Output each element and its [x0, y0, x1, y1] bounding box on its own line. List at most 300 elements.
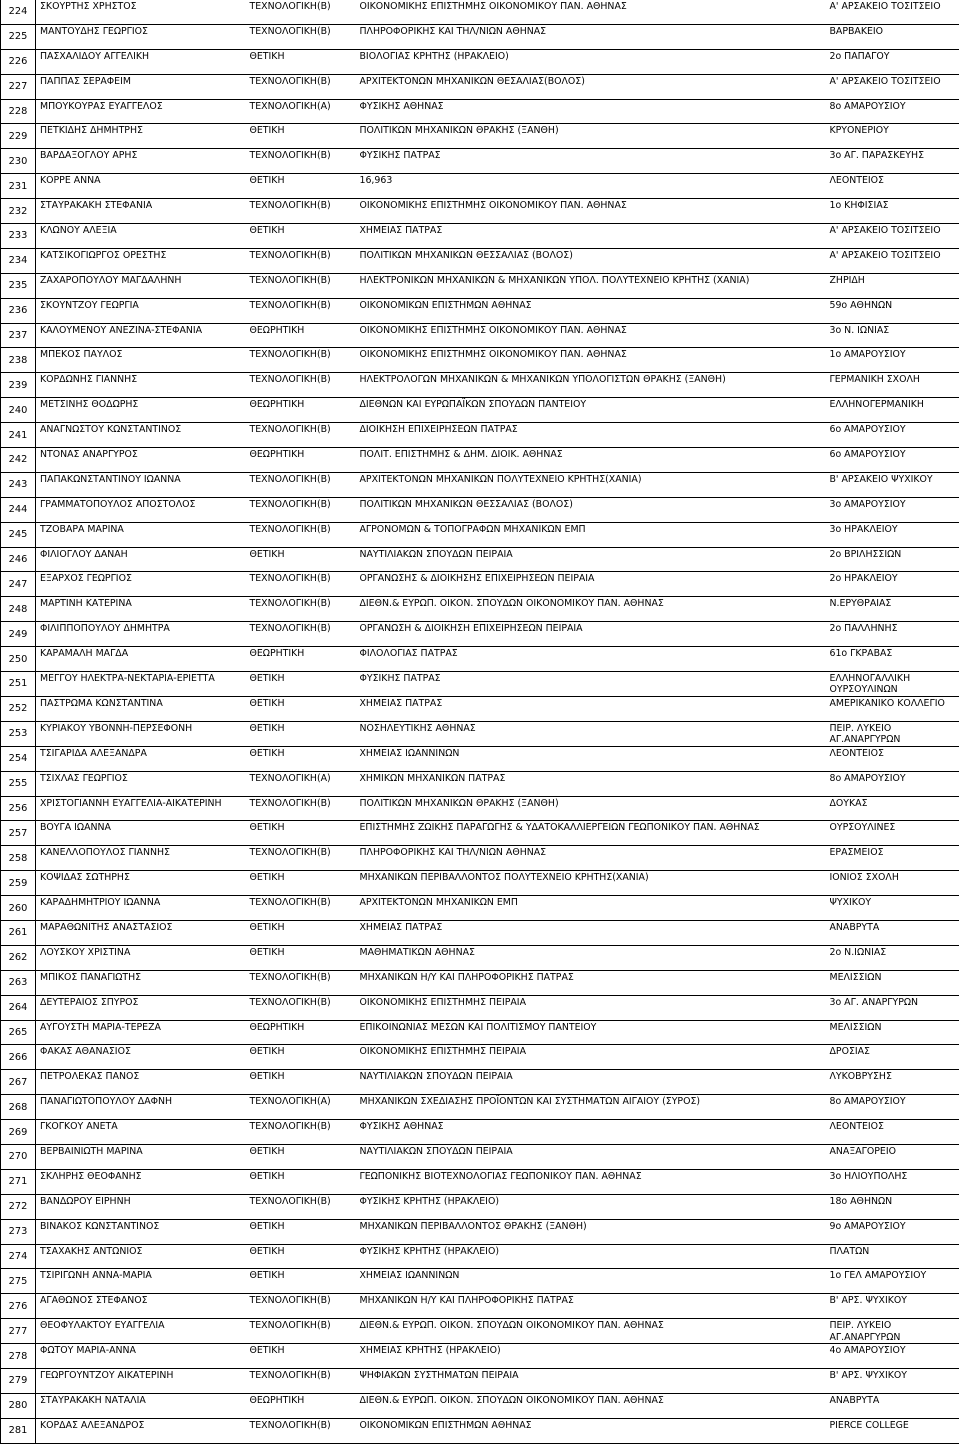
- study-direction: ΘΕΩΡΗΤΙΚΗ: [246, 323, 356, 348]
- study-direction: ΘΕΤΙΚΗ: [246, 1144, 356, 1169]
- student-name: ΒΑΝΔΩΡΟΥ ΕΙΡΗΝΗ: [36, 1194, 246, 1219]
- high-school: 2ο ΗΡΑΚΛΕΙΟΥ: [826, 572, 959, 597]
- study-direction: ΤΕΧΝΟΛΟΓΙΚΗ(Β): [246, 597, 356, 622]
- high-school: ΑΝΑΞΑΓΟΡΕΙΟ: [826, 1144, 959, 1169]
- study-direction: ΘΕΤΙΚΗ: [246, 920, 356, 945]
- study-direction: ΤΕΧΝΟΛΟΓΙΚΗ(Β): [246, 497, 356, 522]
- admitted-department: ΦΙΛΟΛΟΓΙΑΣ ΠΑΤΡΑΣ: [356, 647, 826, 672]
- high-school: ΕΡΑΣΜΕΙΟΣ: [826, 846, 959, 871]
- admitted-department: ΑΡΧΙΤΕΚΤΟΝΩΝ ΜΗΧΑΝΙΚΩΝ ΠΟΛΥΤΕΧΝΕΙΟ ΚΡΗΤΗΣ(ΧΑΝΙΑ): [356, 472, 826, 497]
- row-number: 234: [1, 248, 36, 273]
- table-row: [1, 174, 959, 199]
- study-direction: ΤΕΧΝΟΛΟΓΙΚΗ(Β): [246, 373, 356, 398]
- study-direction: ΤΕΧΝΟΛΟΓΙΚΗ(Β): [246, 846, 356, 871]
- high-school: 9ο ΑΜΑΡΟΥΣΙΟΥ: [826, 1219, 959, 1244]
- high-school: ΠΕΙΡ. ΛΥΚΕΙΟ ΑΓ.ΑΝΑΡΓΥΡΩΝ: [826, 721, 959, 746]
- table-row: [1, 821, 959, 846]
- high-school: 1ο ΑΜΑΡΟΥΣΙΟΥ: [826, 348, 959, 373]
- high-school: ΑΜΕΡΙΚΑΝΙΚΟ ΚΟΛΛΕΓΙΟ: [826, 696, 959, 721]
- student-name: ΓΚΟΓΚΟΥ ΑΝΕΤΑ: [36, 1120, 246, 1145]
- row-number: 264: [1, 995, 36, 1020]
- table-row: [1, 423, 959, 448]
- student-name: ΚΟΡΡΕ ΑΝΝΑ: [36, 174, 246, 199]
- admitted-department: ΧΗΜΕΙΑΣ ΙΩΑΝΝΙΝΩΝ: [356, 746, 826, 771]
- study-direction: ΤΕΧΝΟΛΟΓΙΚΗ(Β): [246, 572, 356, 597]
- high-school: 2ο ΒΡΙΛΗΣΣΙΩΝ: [826, 547, 959, 572]
- admitted-department: ΔΙΕΘΝ.& ΕΥΡΩΠ. ΟΙΚΟΝ. ΣΠΟΥΔΩΝ ΟΙΚΟΝΟΜΙΚΟΥ ΠΑΝ. ΑΘΗΝΑΣ: [356, 1319, 826, 1344]
- student-name: ΜΑΡΑΘΩΝΙΤΗΣ ΑΝΑΣΤΑΣΙΟΣ: [36, 920, 246, 945]
- row-number: 227: [1, 74, 36, 99]
- admitted-department: ΦΥΣΙΚΗΣ ΑΘΗΝΑΣ: [356, 1120, 826, 1145]
- row-number: 262: [1, 945, 36, 970]
- admitted-department: ΜΗΧΑΝΙΚΩΝ ΣΧΕΔΙΑΣΗΣ ΠΡΟΪΟΝΤΩΝ ΚΑΙ ΣΥΣΤΗΜΑΤΩΝ ΑΙΓΑΙΟΥ (ΣΥΡΟΣ): [356, 1095, 826, 1120]
- high-school: 3ο ΑΓ. ΠΑΡΑΣΚΕΥΗΣ: [826, 149, 959, 174]
- study-direction: ΘΕΤΙΚΗ: [246, 746, 356, 771]
- row-number: 271: [1, 1169, 36, 1194]
- high-school: 3ο ΗΡΑΚΛΕΙΟΥ: [826, 522, 959, 547]
- row-number: 229: [1, 124, 36, 149]
- high-school: 3ο ΑΓ. ΑΝΑΡΓΥΡΩΝ: [826, 995, 959, 1020]
- admitted-department: ΑΡΧΙΤΕΚΤΟΝΩΝ ΜΗΧΑΝΙΚΩΝ ΕΜΠ: [356, 896, 826, 921]
- student-name: ΠΑΠΑΚΩΝΣΤΑΝΤΙΝΟΥ ΙΩΑΝΝΑ: [36, 472, 246, 497]
- admitted-department: ΦΥΣΙΚΗΣ ΠΑΤΡΑΣ: [356, 149, 826, 174]
- study-direction: ΤΕΧΝΟΛΟΓΙΚΗ(Β): [246, 24, 356, 49]
- study-direction: ΘΕΩΡΗΤΙΚΗ: [246, 1393, 356, 1418]
- row-number: 276: [1, 1294, 36, 1319]
- admitted-department: ΟΙΚΟΝΟΜΙΚΗΣ ΕΠΙΣΤΗΜΗΣ ΟΙΚΟΝΟΜΙΚΟΥ ΠΑΝ. ΑΘΗΝΑΣ: [356, 0, 826, 24]
- high-school: Β' ΑΡΣ. ΨΥΧΙΚΟΥ: [826, 1294, 959, 1319]
- admitted-department: ΧΗΜΕΙΑΣ ΚΡΗΤΗΣ (ΗΡΑΚΛΕΙΟ): [356, 1344, 826, 1369]
- table-row: [1, 348, 959, 373]
- table-row: [1, 99, 959, 124]
- high-school: 6ο ΑΜΑΡΟΥΣΙΟΥ: [826, 423, 959, 448]
- table-row: [1, 398, 959, 423]
- admitted-department: ΟΙΚΟΝΟΜΙΚΩΝ ΕΠΙΣΤΗΜΩΝ ΑΘΗΝΑΣ: [356, 298, 826, 323]
- table-row: [1, 696, 959, 721]
- row-number: 257: [1, 821, 36, 846]
- study-direction: ΤΕΧΝΟΛΟΓΙΚΗ(Β): [246, 622, 356, 647]
- high-school: ΔΟΥΚΑΣ: [826, 796, 959, 821]
- admitted-department: ΠΟΛΙΤΙΚΩΝ ΜΗΧΑΝΙΚΩΝ ΘΡΑΚΗΣ (ΞΑΝΘΗ): [356, 124, 826, 149]
- admitted-department: ΟΙΚΟΝΟΜΙΚΗΣ ΕΠΙΣΤΗΜΗΣ ΟΙΚΟΝΟΜΙΚΟΥ ΠΑΝ. ΑΘΗΝΑΣ: [356, 348, 826, 373]
- table-row: [1, 1194, 959, 1219]
- admitted-department: ΑΡΧΙΤΕΚΤΟΝΩΝ ΜΗΧΑΝΙΚΩΝ ΘΕΣΑΛΙΑΣ(ΒΟΛΟΣ): [356, 74, 826, 99]
- study-direction: ΤΕΧΝΟΛΟΓΙΚΗ(Β): [246, 472, 356, 497]
- row-number: 224: [1, 0, 36, 24]
- study-direction: ΤΕΧΝΟΛΟΓΙΚΗ(Β): [246, 199, 356, 224]
- admitted-department: ΟΙΚΟΝΟΜΙΚΩΝ ΕΠΙΣΤΗΜΩΝ ΑΘΗΝΑΣ: [356, 1418, 826, 1443]
- high-school: 2ο Ν.ΙΩΝΙΑΣ: [826, 945, 959, 970]
- admitted-department: ΝΟΣΗΛΕΥΤΙΚΗΣ ΑΘΗΝΑΣ: [356, 721, 826, 746]
- admitted-department: ΦΥΣΙΚΗΣ ΑΘΗΝΑΣ: [356, 99, 826, 124]
- student-name: ΣΤΑΥΡΑΚΑΚΗ ΣΤΕΦΑΝΙΑ: [36, 199, 246, 224]
- admitted-department: ΟΙΚΟΝΟΜΙΚΗΣ ΕΠΙΣΤΗΜΗΣ ΠΕΙΡΑΙΑ: [356, 1045, 826, 1070]
- student-name: ΦΙΛΙΠΠΟΠΟΥΛΟΥ ΔΗΜΗΤΡΑ: [36, 622, 246, 647]
- student-name: ΑΥΓΟΥΣΤΗ ΜΑΡΙΑ-ΤΕΡΕΖΑ: [36, 1020, 246, 1045]
- row-number: 258: [1, 846, 36, 871]
- admitted-department: ΟΙΚΟΝΟΜΙΚΗΣ ΕΠΙΣΤΗΜΗΣ ΟΙΚΟΝΟΜΙΚΟΥ ΠΑΝ. ΑΘΗΝΑΣ: [356, 199, 826, 224]
- row-number: 228: [1, 99, 36, 124]
- study-direction: ΤΕΧΝΟΛΟΓΙΚΗ(Β): [246, 1319, 356, 1344]
- admitted-department: ΠΛΗΡΟΦΟΡΙΚΗΣ ΚΑΙ ΤΗΛ/ΝΙΩΝ ΑΘΗΝΑΣ: [356, 24, 826, 49]
- admitted-department: ΦΥΣΙΚΗΣ ΚΡΗΤΗΣ (ΗΡΑΚΛΕΙΟ): [356, 1244, 826, 1269]
- study-direction: ΤΕΧΝΟΛΟΓΙΚΗ(Α): [246, 771, 356, 796]
- student-name: ΚΟΡΔΩΝΗΣ ΓΙΑΝΝΗΣ: [36, 373, 246, 398]
- student-name: ΚΑΝΕΛΛΟΠΟΥΛΟΣ ΓΙΑΝΝΗΣ: [36, 846, 246, 871]
- high-school: Ν.ΕΡΥΘΡΑΙΑΣ: [826, 597, 959, 622]
- student-name: ΚΑΡΑΔΗΜΗΤΡΙΟΥ ΙΩΑΝΝΑ: [36, 896, 246, 921]
- high-school: ΙΟΝΙΟΣ ΣΧΟΛΗ: [826, 871, 959, 896]
- table-row: [1, 771, 959, 796]
- admitted-department: ΠΟΛΙΤΙΚΩΝ ΜΗΧΑΝΙΚΩΝ ΘΡΑΚΗΣ (ΞΑΝΘΗ): [356, 796, 826, 821]
- high-school: ΕΛΛΗΝΟΓΕΡΜΑΝΙΚΗ: [826, 398, 959, 423]
- high-school: 18ο ΑΘΗΝΩΝ: [826, 1194, 959, 1219]
- high-school: ΑΝΑΒΡΥΤΑ: [826, 920, 959, 945]
- high-school: ΛΕΟΝΤΕΙΟΣ: [826, 1120, 959, 1145]
- table-row: [1, 647, 959, 672]
- table-row: [1, 124, 959, 149]
- high-school: 8ο ΑΜΑΡΟΥΣΙΟΥ: [826, 771, 959, 796]
- table-row: [1, 497, 959, 522]
- row-number: 252: [1, 696, 36, 721]
- table-row: [1, 945, 959, 970]
- row-number: 273: [1, 1219, 36, 1244]
- study-direction: ΘΕΤΙΚΗ: [246, 49, 356, 74]
- table-row: [1, 846, 959, 871]
- student-name: ΛΟΥΣΚΟΥ ΧΡΙΣΤΙΝΑ: [36, 945, 246, 970]
- table-row: [1, 323, 959, 348]
- row-number: 243: [1, 472, 36, 497]
- row-number: 236: [1, 298, 36, 323]
- student-name: ΜΠΟΥΚΟΥΡΑΣ ΕΥΑΓΓΕΛΟΣ: [36, 99, 246, 124]
- student-name: ΓΡΑΜΜΑΤΟΠΟΥΛΟΣ ΑΠΟΣΤΟΛΟΣ: [36, 497, 246, 522]
- row-number: 275: [1, 1269, 36, 1294]
- student-name: ΦΩΤΟΥ ΜΑΡΙΑ-ΑΝΝΑ: [36, 1344, 246, 1369]
- table-row: [1, 248, 959, 273]
- student-name: ΤΣΑΧΑΚΗΣ ΑΝΤΩΝΙΟΣ: [36, 1244, 246, 1269]
- table-row: [1, 149, 959, 174]
- row-number: 256: [1, 796, 36, 821]
- admitted-department: ΕΠΙΣΤΗΜΗΣ ΖΩΙΚΗΣ ΠΑΡΑΓΩΓΗΣ & ΥΔΑΤΟΚΑΛΛΙΕΡΓΕΙΩΝ ΓΕΩΠΟΝΙΚΟΥ ΠΑΝ. ΑΘΗΝΑΣ: [356, 821, 826, 846]
- table-row: [1, 273, 959, 298]
- student-name: ΜΠΙΚΟΣ ΠΑΝΑΓΙΩΤΗΣ: [36, 970, 246, 995]
- admitted-department: ΧΗΜΕΙΑΣ ΠΑΤΡΑΣ: [356, 224, 826, 249]
- admitted-department: ΗΛΕΚΤΡΟΝΙΚΩΝ ΜΗΧΑΝΙΚΩΝ & ΜΗΧΑΝΙΚΩΝ ΥΠΟΛ. ΠΟΛΥΤΕΧΝΕΙΟ ΚΡΗΤΗΣ (ΧΑΝΙΑ): [356, 273, 826, 298]
- study-direction: ΘΕΤΙΚΗ: [246, 1070, 356, 1095]
- admitted-department: ΠΟΛΙΤΙΚΩΝ ΜΗΧΑΝΙΚΩΝ ΘΕΣΣΑΛΙΑΣ (ΒΟΛΟΣ): [356, 248, 826, 273]
- table-row: [1, 896, 959, 921]
- student-name: ΤΣΙΓΑΡΙΔΑ ΑΛΕΞΑΝΔΡΑ: [36, 746, 246, 771]
- high-school: 2ο ΠΑΛΛΗΝΗΣ: [826, 622, 959, 647]
- admitted-department: ΜΑΘΗΜΑΤΙΚΩΝ ΑΘΗΝΑΣ: [356, 945, 826, 970]
- student-name: ΜΕΤΣΙΝΗΣ ΘΟΔΩΡΗΣ: [36, 398, 246, 423]
- row-number: 248: [1, 597, 36, 622]
- study-direction: ΘΕΤΙΚΗ: [246, 224, 356, 249]
- table-row: [1, 796, 959, 821]
- row-number: 269: [1, 1120, 36, 1145]
- admitted-department: ΜΗΧΑΝΙΚΩΝ Η/Υ ΚΑΙ ΠΛΗΡΟΦΟΡΙΚΗΣ ΠΑΤΡΑΣ: [356, 970, 826, 995]
- row-number: 266: [1, 1045, 36, 1070]
- study-direction: ΘΕΤΙΚΗ: [246, 1244, 356, 1269]
- student-name: ΣΚΟΥΡΤΗΣ ΧΡΗΣΤΟΣ: [36, 0, 246, 24]
- study-direction: ΘΕΤΙΚΗ: [246, 1344, 356, 1369]
- table-row: [1, 1418, 959, 1443]
- row-number: 242: [1, 448, 36, 473]
- student-name: ΣΚΛΗΡΗΣ ΘΕΟΦΑΝΗΣ: [36, 1169, 246, 1194]
- admitted-department: ΗΛΕΚΤΡΟΛΟΓΩΝ ΜΗΧΑΝΙΚΩΝ & ΜΗΧΑΝΙΚΩΝ ΥΠΟΛΟΓΙΣΤΩΝ ΘΡΑΚΗΣ (ΞΑΝΘΗ): [356, 373, 826, 398]
- table-row: [1, 1393, 959, 1418]
- admitted-department: ΟΙΚΟΝΟΜΙΚΗΣ ΕΠΙΣΤΗΜΗΣ ΟΙΚΟΝΟΜΙΚΟΥ ΠΑΝ. ΑΘΗΝΑΣ: [356, 323, 826, 348]
- table-row: [1, 1045, 959, 1070]
- table-row: [1, 1244, 959, 1269]
- table-row: [1, 373, 959, 398]
- row-number: 250: [1, 647, 36, 672]
- student-name: ΜΕΓΓΟΥ ΗΛΕΚΤΡΑ-ΝΕΚΤΑΡΙΑ-ΕΡΙΕΤΤΑ: [36, 672, 246, 697]
- row-number: 270: [1, 1144, 36, 1169]
- study-direction: ΤΕΧΝΟΛΟΓΙΚΗ(Α): [246, 99, 356, 124]
- table-row: [1, 1368, 959, 1393]
- student-name: ΒΟΥΓΑ ΙΩΑΝΝΑ: [36, 821, 246, 846]
- row-number: 226: [1, 49, 36, 74]
- student-name: ΤΖΟΒΑΡΑ ΜΑΡΙΝΑ: [36, 522, 246, 547]
- table-row: [1, 1219, 959, 1244]
- high-school: 4ο ΑΜΑΡΟΥΣΙΟΥ: [826, 1344, 959, 1369]
- table-row: [1, 970, 959, 995]
- study-direction: ΤΕΧΝΟΛΟΓΙΚΗ(Β): [246, 995, 356, 1020]
- student-name: ΔΕΥΤΕΡΑΙΟΣ ΣΠΥΡΟΣ: [36, 995, 246, 1020]
- row-number: 279: [1, 1368, 36, 1393]
- high-school: 1ο ΓΕΛ ΑΜΑΡΟΥΣΙΟΥ: [826, 1269, 959, 1294]
- row-number: 247: [1, 572, 36, 597]
- study-direction: ΤΕΧΝΟΛΟΓΙΚΗ(Β): [246, 796, 356, 821]
- study-direction: ΤΕΧΝΟΛΟΓΙΚΗ(Β): [246, 1368, 356, 1393]
- high-school: Α' ΑΡΣΑΚΕΙΟ ΤΟΣΙΤΣΕΙΟ: [826, 224, 959, 249]
- table-row: [1, 995, 959, 1020]
- study-direction: ΤΕΧΝΟΛΟΓΙΚΗ(Β): [246, 423, 356, 448]
- table-row: [1, 0, 959, 24]
- study-direction: ΤΕΧΝΟΛΟΓΙΚΗ(Α): [246, 1095, 356, 1120]
- table-row: [1, 24, 959, 49]
- high-school: Α' ΑΡΣΑΚΕΙΟ ΤΟΣΙΤΣΕΙΟ: [826, 0, 959, 24]
- row-number: 249: [1, 622, 36, 647]
- study-direction: ΘΕΤΙΚΗ: [246, 696, 356, 721]
- student-name: ΧΡΙΣΤΟΓΙΑΝΝΗ ΕΥΑΓΓΕΛΙΑ-ΑΙΚΑΤΕΡΙΝΗ: [36, 796, 246, 821]
- table-row: [1, 597, 959, 622]
- row-number: 239: [1, 373, 36, 398]
- admitted-department: ΟΙΚΟΝΟΜΙΚΗΣ ΕΠΙΣΤΗΜΗΣ ΠΕΙΡΑΙΑ: [356, 995, 826, 1020]
- admitted-department: ΧΗΜΕΙΑΣ ΠΑΤΡΑΣ: [356, 696, 826, 721]
- study-direction: ΘΕΤΙΚΗ: [246, 945, 356, 970]
- row-number: 230: [1, 149, 36, 174]
- high-school: ΒΑΡΒΑΚΕΙΟ: [826, 24, 959, 49]
- row-number: 255: [1, 771, 36, 796]
- high-school: ΚΡΥΟΝΕΡΙΟΥ: [826, 124, 959, 149]
- table-row: [1, 721, 959, 746]
- admitted-department: ΧΗΜΙΚΩΝ ΜΗΧΑΝΙΚΩΝ ΠΑΤΡΑΣ: [356, 771, 826, 796]
- table-row: [1, 74, 959, 99]
- table-row: [1, 1020, 959, 1045]
- study-direction: ΤΕΧΝΟΛΟΓΙΚΗ(Β): [246, 970, 356, 995]
- row-number: 274: [1, 1244, 36, 1269]
- study-direction: ΤΕΧΝΟΛΟΓΙΚΗ(Β): [246, 0, 356, 24]
- row-number: 238: [1, 348, 36, 373]
- row-number: 245: [1, 522, 36, 547]
- student-name: ΚΥΡΙΑΚΟΥ ΥΒΟΝΝΗ-ΠΕΡΣΕΦΟΝΗ: [36, 721, 246, 746]
- high-school: 59ο ΑΘΗΝΩΝ: [826, 298, 959, 323]
- admitted-department: ΒΙΟΛΟΓΙΑΣ ΚΡΗΤΗΣ (ΗΡΑΚΛΕΙΟ): [356, 49, 826, 74]
- table-row: [1, 1070, 959, 1095]
- high-school: Β' ΑΡΣΑΚΕΙΟ ΨΥΧΙΚΟΥ: [826, 472, 959, 497]
- high-school: ΛΥΚΟΒΡΥΣΗΣ: [826, 1070, 959, 1095]
- student-name: ΒΕΡΒΑΙΝΙΩΤΗ ΜΑΡΙΝΑ: [36, 1144, 246, 1169]
- student-name: ΒΑΡΔΑΞΟΓΛΟΥ ΑΡΗΣ: [36, 149, 246, 174]
- student-name: ΚΑΤΣΙΚΟΓΙΩΡΓΟΣ ΟΡΕΣΤΗΣ: [36, 248, 246, 273]
- student-name: ΣΤΑΥΡΑΚΑΚΗ ΝΑΤΑΛΙΑ: [36, 1393, 246, 1418]
- high-school: ΖΗΡΙΔΗ: [826, 273, 959, 298]
- student-name: ΑΓΑΘΩΝΟΣ ΣΤΕΦΑΝΟΣ: [36, 1294, 246, 1319]
- study-direction: ΤΕΧΝΟΛΟΓΙΚΗ(Β): [246, 1418, 356, 1443]
- table-row: [1, 224, 959, 249]
- student-name: ΖΑΧΑΡΟΠΟΥΛΟΥ ΜΑΓΔΑΛΗΝΗ: [36, 273, 246, 298]
- admitted-department: ΝΑΥΤΙΛΙΑΚΩΝ ΣΠΟΥΔΩΝ ΠΕΙΡΑΙΑ: [356, 547, 826, 572]
- admitted-department: 16,963: [356, 174, 826, 199]
- student-name: ΚΑΛΟΥΜΕΝΟΥ ΑΝΕΖΙΝΑ-ΣΤΕΦΑΝΙΑ: [36, 323, 246, 348]
- student-name: ΜΑΡΤΙΝΗ ΚΑΤΕΡΙΝΑ: [36, 597, 246, 622]
- table-row: [1, 746, 959, 771]
- row-number: 261: [1, 920, 36, 945]
- student-name: ΓΕΩΡΓΟΥΝΤΖΟΥ ΑΙΚΑΤΕΡΙΝΗ: [36, 1368, 246, 1393]
- table-row: [1, 1095, 959, 1120]
- row-number: 251: [1, 672, 36, 697]
- student-name: ΜΠΕΚΟΣ ΠΑΥΛΟΣ: [36, 348, 246, 373]
- study-direction: ΤΕΧΝΟΛΟΓΙΚΗ(Β): [246, 522, 356, 547]
- student-name: ΠΑΣΤΡΩΜΑ ΚΩΝΣΤΑΝΤΙΝΑ: [36, 696, 246, 721]
- student-name: ΘΕΟΦΥΛΑΚΤΟΥ ΕΥΑΓΓΕΛΙΑ: [36, 1319, 246, 1344]
- admitted-department: ΠΟΛΙΤΙΚΩΝ ΜΗΧΑΝΙΚΩΝ ΘΕΣΣΑΛΙΑΣ (ΒΟΛΟΣ): [356, 497, 826, 522]
- row-number: 281: [1, 1418, 36, 1443]
- high-school: ΑΝΑΒΡΥΤΑ: [826, 1393, 959, 1418]
- table-row: [1, 298, 959, 323]
- admitted-department: ΦΥΣΙΚΗΣ ΠΑΤΡΑΣ: [356, 672, 826, 697]
- study-direction: ΤΕΧΝΟΛΟΓΙΚΗ(Β): [246, 1120, 356, 1145]
- study-direction: ΘΕΤΙΚΗ: [246, 124, 356, 149]
- student-name: ΦΑΚΑΣ ΑΘΑΝΑΣΙΟΣ: [36, 1045, 246, 1070]
- admitted-department: ΟΡΓΑΝΩΣΗΣ & ΔΙΟΙΚΗΣΗΣ ΕΠΙΧΕΙΡΗΣΕΩΝ ΠΕΙΡΑΙΑ: [356, 572, 826, 597]
- student-name: ΦΙΛΙΟΓΛΟΥ ΔΑΝΑΗ: [36, 547, 246, 572]
- study-direction: ΤΕΧΝΟΛΟΓΙΚΗ(Β): [246, 273, 356, 298]
- admitted-department: ΜΗΧΑΝΙΚΩΝ Η/Υ ΚΑΙ ΠΛΗΡΟΦΟΡΙΚΗΣ ΠΑΤΡΑΣ: [356, 1294, 826, 1319]
- admitted-department: ΔΙΕΘΝ.& ΕΥΡΩΠ. ΟΙΚΟΝ. ΣΠΟΥΔΩΝ ΟΙΚΟΝΟΜΙΚΟΥ ΠΑΝ. ΑΘΗΝΑΣ: [356, 1393, 826, 1418]
- row-number: 231: [1, 174, 36, 199]
- row-number: 272: [1, 1194, 36, 1219]
- table-row: [1, 1269, 959, 1294]
- table-row: [1, 871, 959, 896]
- student-name: ΤΣΙΡΙΓΩΝΗ ΑΝΝΑ-ΜΑΡΙΑ: [36, 1269, 246, 1294]
- row-number: 263: [1, 970, 36, 995]
- study-direction: ΘΕΤΙΚΗ: [246, 821, 356, 846]
- high-school: 2ο ΠΑΠΑΓΟΥ: [826, 49, 959, 74]
- student-name: ΠΑΣΧΑΛΙΔΟΥ ΑΓΓΕΛΙΚΗ: [36, 49, 246, 74]
- high-school: ΜΕΛΙΣΣΙΩΝ: [826, 1020, 959, 1045]
- student-name: ΚΑΡΑΜΑΛΗ ΜΑΓΔΑ: [36, 647, 246, 672]
- admitted-department: ΦΥΣΙΚΗΣ ΚΡΗΤΗΣ (ΗΡΑΚΛΕΙΟ): [356, 1194, 826, 1219]
- row-number: 246: [1, 547, 36, 572]
- admitted-department: ΨΗΦΙΑΚΩΝ ΣΥΣΤΗΜΑΤΩΝ ΠΕΙΡΑΙΑ: [356, 1368, 826, 1393]
- table-row: [1, 672, 959, 697]
- high-school: Α' ΑΡΣΑΚΕΙΟ ΤΟΣΙΤΣΕΙΟ: [826, 248, 959, 273]
- admitted-department: ΔΙΕΘΝΩΝ ΚΑΙ ΕΥΡΩΠΑΪΚΩΝ ΣΠΟΥΔΩΝ ΠΑΝΤΕΙΟΥ: [356, 398, 826, 423]
- high-school: ΔΡΟΣΙΑΣ: [826, 1045, 959, 1070]
- row-number: 278: [1, 1344, 36, 1369]
- student-name: ΚΟΨΙΔΑΣ ΣΩΤΗΡΗΣ: [36, 871, 246, 896]
- admitted-department: ΑΓΡΟΝΟΜΩΝ & ΤΟΠΟΓΡΑΦΩΝ ΜΗΧΑΝΙΚΩΝ ΕΜΠ: [356, 522, 826, 547]
- high-school: ΨΥΧΙΚΟΥ: [826, 896, 959, 921]
- admitted-department: ΕΠΙΚΟΙΝΩΝΙΑΣ ΜΕΣΩΝ ΚΑΙ ΠΟΛΙΤΙΣΜΟΥ ΠΑΝΤΕΙΟΥ: [356, 1020, 826, 1045]
- high-school: ΓΕΡΜΑΝΙΚΗ ΣΧΟΛΗ: [826, 373, 959, 398]
- student-name: ΠΕΤΡΟΛΕΚΑΣ ΠΑΝΟΣ: [36, 1070, 246, 1095]
- admitted-department: ΧΗΜΕΙΑΣ ΠΑΤΡΑΣ: [356, 920, 826, 945]
- table-row: [1, 1319, 959, 1344]
- high-school: ΛΕΟΝΤΕΙΟΣ: [826, 746, 959, 771]
- table-row: [1, 472, 959, 497]
- row-number: 237: [1, 323, 36, 348]
- high-school: ΠΛΑΤΩΝ: [826, 1244, 959, 1269]
- high-school: ΕΛΛΗΝΟΓΑΛΛΙΚΗ ΟΥΡΣΟΥΛΙΝΩΝ: [826, 672, 959, 697]
- study-direction: ΘΕΤΙΚΗ: [246, 1219, 356, 1244]
- row-number: 241: [1, 423, 36, 448]
- high-school: 8ο ΑΜΑΡΟΥΣΙΟΥ: [826, 1095, 959, 1120]
- admitted-department: ΜΗΧΑΝΙΚΩΝ ΠΕΡΙΒΑΛΛΟΝΤΟΣ ΘΡΑΚΗΣ (ΞΑΝΘΗ): [356, 1219, 826, 1244]
- table-row: [1, 199, 959, 224]
- study-direction: ΤΕΧΝΟΛΟΓΙΚΗ(Β): [246, 74, 356, 99]
- table-row: [1, 1294, 959, 1319]
- table-row: [1, 920, 959, 945]
- study-direction: ΤΕΧΝΟΛΟΓΙΚΗ(Β): [246, 896, 356, 921]
- row-number: 235: [1, 273, 36, 298]
- study-direction: ΤΕΧΝΟΛΟΓΙΚΗ(Β): [246, 348, 356, 373]
- study-direction: ΤΕΧΝΟΛΟΓΙΚΗ(Β): [246, 1294, 356, 1319]
- high-school: 61ο ΓΚΡΑΒΑΣ: [826, 647, 959, 672]
- high-school: 3ο ΗΛΙΟΥΠΟΛΗΣ: [826, 1169, 959, 1194]
- student-name: ΠΕΤΚΙΔΗΣ ΔΗΜΗΤΡΗΣ: [36, 124, 246, 149]
- row-number: 254: [1, 746, 36, 771]
- study-direction: ΘΕΤΙΚΗ: [246, 871, 356, 896]
- row-number: 225: [1, 24, 36, 49]
- table-row: [1, 1120, 959, 1145]
- study-direction: ΤΕΧΝΟΛΟΓΙΚΗ(Β): [246, 1194, 356, 1219]
- high-school: Α' ΑΡΣΑΚΕΙΟ ΤΟΣΙΤΣΕΙΟ: [826, 74, 959, 99]
- row-number: 244: [1, 497, 36, 522]
- admitted-department: ΧΗΜΕΙΑΣ ΙΩΑΝΝΙΝΩΝ: [356, 1269, 826, 1294]
- table-row: [1, 1344, 959, 1369]
- table-row: [1, 572, 959, 597]
- study-direction: ΘΕΤΙΚΗ: [246, 547, 356, 572]
- high-school: 3ο ΑΜΑΡΟΥΣΙΟΥ: [826, 497, 959, 522]
- study-direction: ΤΕΧΝΟΛΟΓΙΚΗ(Β): [246, 248, 356, 273]
- high-school: ΜΕΛΙΣΣΙΩΝ: [826, 970, 959, 995]
- student-name: ΒΙΝΑΚΟΣ ΚΩΝΣΤΑΝΤΙΝΟΣ: [36, 1219, 246, 1244]
- admitted-department: ΠΟΛΙΤ. ΕΠΙΣΤΗΜΗΣ & ΔΗΜ. ΔΙΟΙΚ. ΑΘΗΝΑΣ: [356, 448, 826, 473]
- student-name: ΚΟΡΔΑΣ ΑΛΕΞΑΝΔΡΟΣ: [36, 1418, 246, 1443]
- table-row: [1, 1169, 959, 1194]
- row-number: 260: [1, 896, 36, 921]
- study-direction: ΘΕΤΙΚΗ: [246, 1269, 356, 1294]
- high-school: 6ο ΑΜΑΡΟΥΣΙΟΥ: [826, 448, 959, 473]
- admitted-department: ΜΗΧΑΝΙΚΩΝ ΠΕΡΙΒΑΛΛΟΝΤΟΣ ΠΟΛΥΤΕΧΝΕΙΟ ΚΡΗΤΗΣ(ΧΑΝΙΑ): [356, 871, 826, 896]
- high-school: ΠΕΙΡ. ΛΥΚΕΙΟ ΑΓ.ΑΝΑΡΓΥΡΩΝ: [826, 1319, 959, 1344]
- admitted-department: ΔΙΕΘΝ.& ΕΥΡΩΠ. ΟΙΚΟΝ. ΣΠΟΥΔΩΝ ΟΙΚΟΝΟΜΙΚΟΥ ΠΑΝ. ΑΘΗΝΑΣ: [356, 597, 826, 622]
- high-school: ΟΥΡΣΟΥΛΙΝΕΣ: [826, 821, 959, 846]
